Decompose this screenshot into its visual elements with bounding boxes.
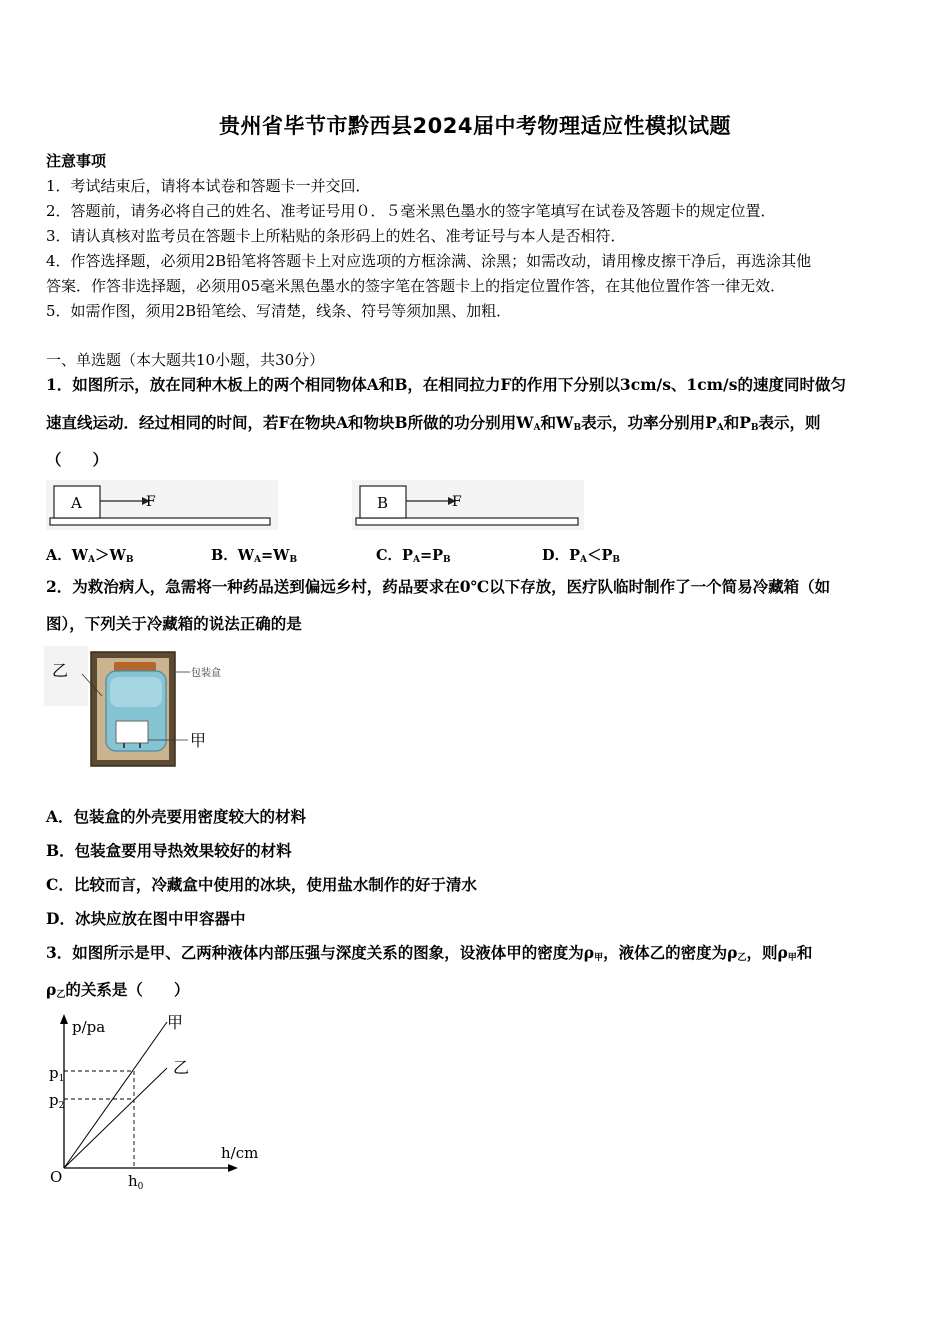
block-a-label: A [71,494,82,512]
notice-item: 2．答题前，请务必将自己的姓名、准考证号用０．５毫米黑色墨水的签字笔填写在试卷及答题卡的规定位置． [46,202,776,220]
q2-figure [44,644,244,772]
q2-line1: 2．为救治病人，急需将一种药品送到偏远乡村，药品要求在0℃以下存放，医疗队临时制作了一个简易冷藏箱（如 [46,577,831,596]
force-label: F [452,494,462,510]
notice-item: 3．请认真核对监考员在答题卡上所粘贴的条形码上的姓名、准考证号与本人是否相符． [46,227,626,245]
x-axis-label: h/cm [221,1144,259,1162]
q1-option-c[interactable]: C．$P_A=P_B$ [376,547,451,565]
line-jia-label: 甲 [167,1013,184,1032]
q1-figure-b [352,480,584,530]
q1-option-a[interactable]: A．$W_A>W_B$ [46,547,134,565]
q1-option-d[interactable]: D．$P_A<P_B$ [542,547,620,565]
label-jia: 甲 [190,731,207,750]
line-yi-label: 乙 [173,1058,190,1077]
q2-option-a[interactable]: A．包装盒的外壳要用密度较大的材料 [46,807,307,826]
q1-option-b[interactable]: B．$W_A=W_B$ [211,547,298,565]
q1-line2: 速直线运动．经过相同的时间，若F在物块A和物块B所做的功分别用$W_A$和$W_B$表示，功率分别用$P_A$和$P_B$表示，则 [46,413,821,433]
notice-item: 4．作答选择题，必须用2B铅笔将答题卡上对应选项的方框涂满、涂黑；如需改动，请用橡皮擦干净后，再选涂其他 [46,252,812,270]
q2-option-d[interactable]: D．冰块应放在图中甲容器中 [46,909,246,928]
q2-option-c[interactable]: C．比较而言，冷藏盒中使用的冰块，使用盐水制作的好于清水 [46,875,477,894]
notice-item: 5．如需作图，须用2B铅笔绘、写清楚，线条、符号等须加黑、加粗． [46,302,512,320]
q1-answer-paren: （ ） [46,450,109,469]
notice-heading: 注意事项 [46,152,107,170]
p2-label: $p_2$ [49,1091,65,1111]
label-yi: 乙 [52,661,69,680]
q2-option-b[interactable]: B．包装盒要用导热效果较好的材料 [46,841,292,860]
q2-line2: 图），下列关于冷藏箱的说法正确的是 [46,614,302,633]
label-box: 包装盒 [191,668,221,679]
page-title: 贵州省毕节市黔西县2024届中考物理适应性模拟试题 [219,114,731,138]
q3-line2: $\rho_乙$的关系是（ ） [46,980,190,1000]
h0-label: $h_0$ [128,1172,144,1192]
notice-item: 1．考试结束后，请将本试卷和答题卡一并交回． [46,177,371,195]
notice-item: 答案．作答非选择题，必须用05毫米黑色墨水的签字笔在答题卡上的指定位置作答，在其他位置作答一律无效． [46,277,786,295]
origin-label: O [50,1168,63,1186]
q1-line1: 1．如图所示，放在同种木板上的两个相同物体A和B，在相同拉力F的作用下分别以3cm/s、1cm/s的速度同时做匀 [46,375,846,394]
p1-label: $p_1$ [49,1064,65,1084]
q1-figure-a [46,480,278,530]
q3-pressure-depth-graph [40,1010,280,1200]
q3-line1: 3．如图所示是甲、乙两种液体内部压强与深度关系的图象，设液体甲的密度为$\rho_甲$，液体乙的密度为$\rho_乙$，则$\rho_甲$和 [46,943,813,963]
y-axis-label: p/pa [72,1018,106,1036]
block-b-label: B [377,494,389,512]
force-label: F [146,494,156,510]
section-heading: 一、单选题（本大题共10小题，共30分） [46,351,325,369]
